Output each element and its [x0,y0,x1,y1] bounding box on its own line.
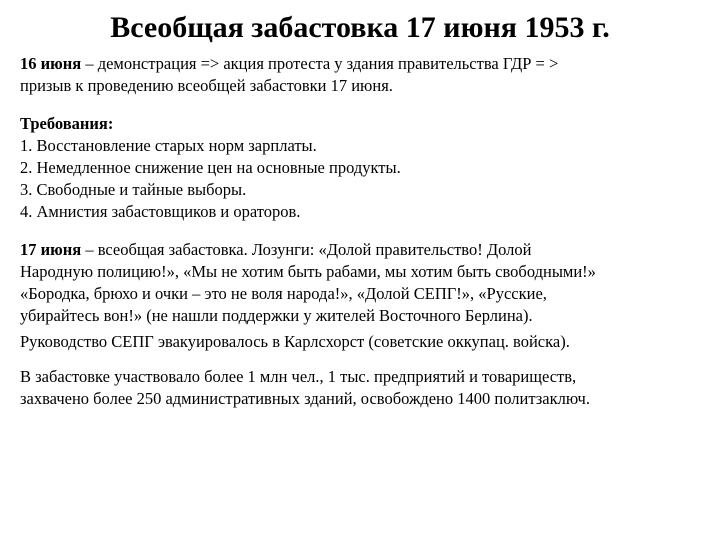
june-17-line-4: убирайтесь вон!» (не нашли поддержки у жителей Восточного Берлина). [20,306,533,325]
june-17-line-1 [20,239,720,261]
june-17-line-3: «Бородка, брюхо и очки – это не воля народа!», «Долой СЕПГ!», «Русские, [20,284,547,303]
june-17-text: – всеобщая забастовка. Лозунги: «Долой правительство! Долой [81,240,532,259]
paragraph-june-16 [20,53,720,97]
demand-item-3: 3. Свободные и тайные выборы. [20,180,247,199]
june-17-line-2: Народную полицию!», «Мы не хотим быть рабами, мы хотим быть свободными!» [20,262,596,281]
paragraph-june-17 [20,239,720,327]
demand-item-1: 1. Восстановление старых норм зарплаты. [20,136,317,155]
demands-heading: Требования: [20,114,114,133]
date-june-16: 16 июня [20,54,82,73]
demand-item-2: 2. Немедленное снижение цен на основные продукты. [20,158,401,177]
june-16-line-1 [20,53,720,75]
june-16-line-2: призыв к проведению всеобщей забастовки 17 июня. [20,76,393,95]
slide-title: Всеобщая забастовка 17 июня 1953 г. [110,11,610,44]
evacuation-text: Руководство СЕПГ эвакуировалось в Карлсхорст (советские оккупац. войска). [20,332,570,351]
slide-body [20,53,720,410]
date-june-17: 17 июня [20,240,82,259]
paragraph-participation [20,366,720,410]
participation-line-2: захвачено более 250 административных зданий, освобождено 1400 политзаключ. [20,389,590,408]
demands-block [20,113,720,223]
paragraph-evacuation [20,331,720,353]
demand-item-4: 4. Амнистия забастовщиков и ораторов. [20,202,301,221]
participation-line-1: В забастовке участвовало более 1 млн чел., 1 тыс. предприятий и товариществ, [20,367,577,386]
june-16-text: – демонстрация => акция протеста у здания правительства ГДР = > [81,54,559,73]
